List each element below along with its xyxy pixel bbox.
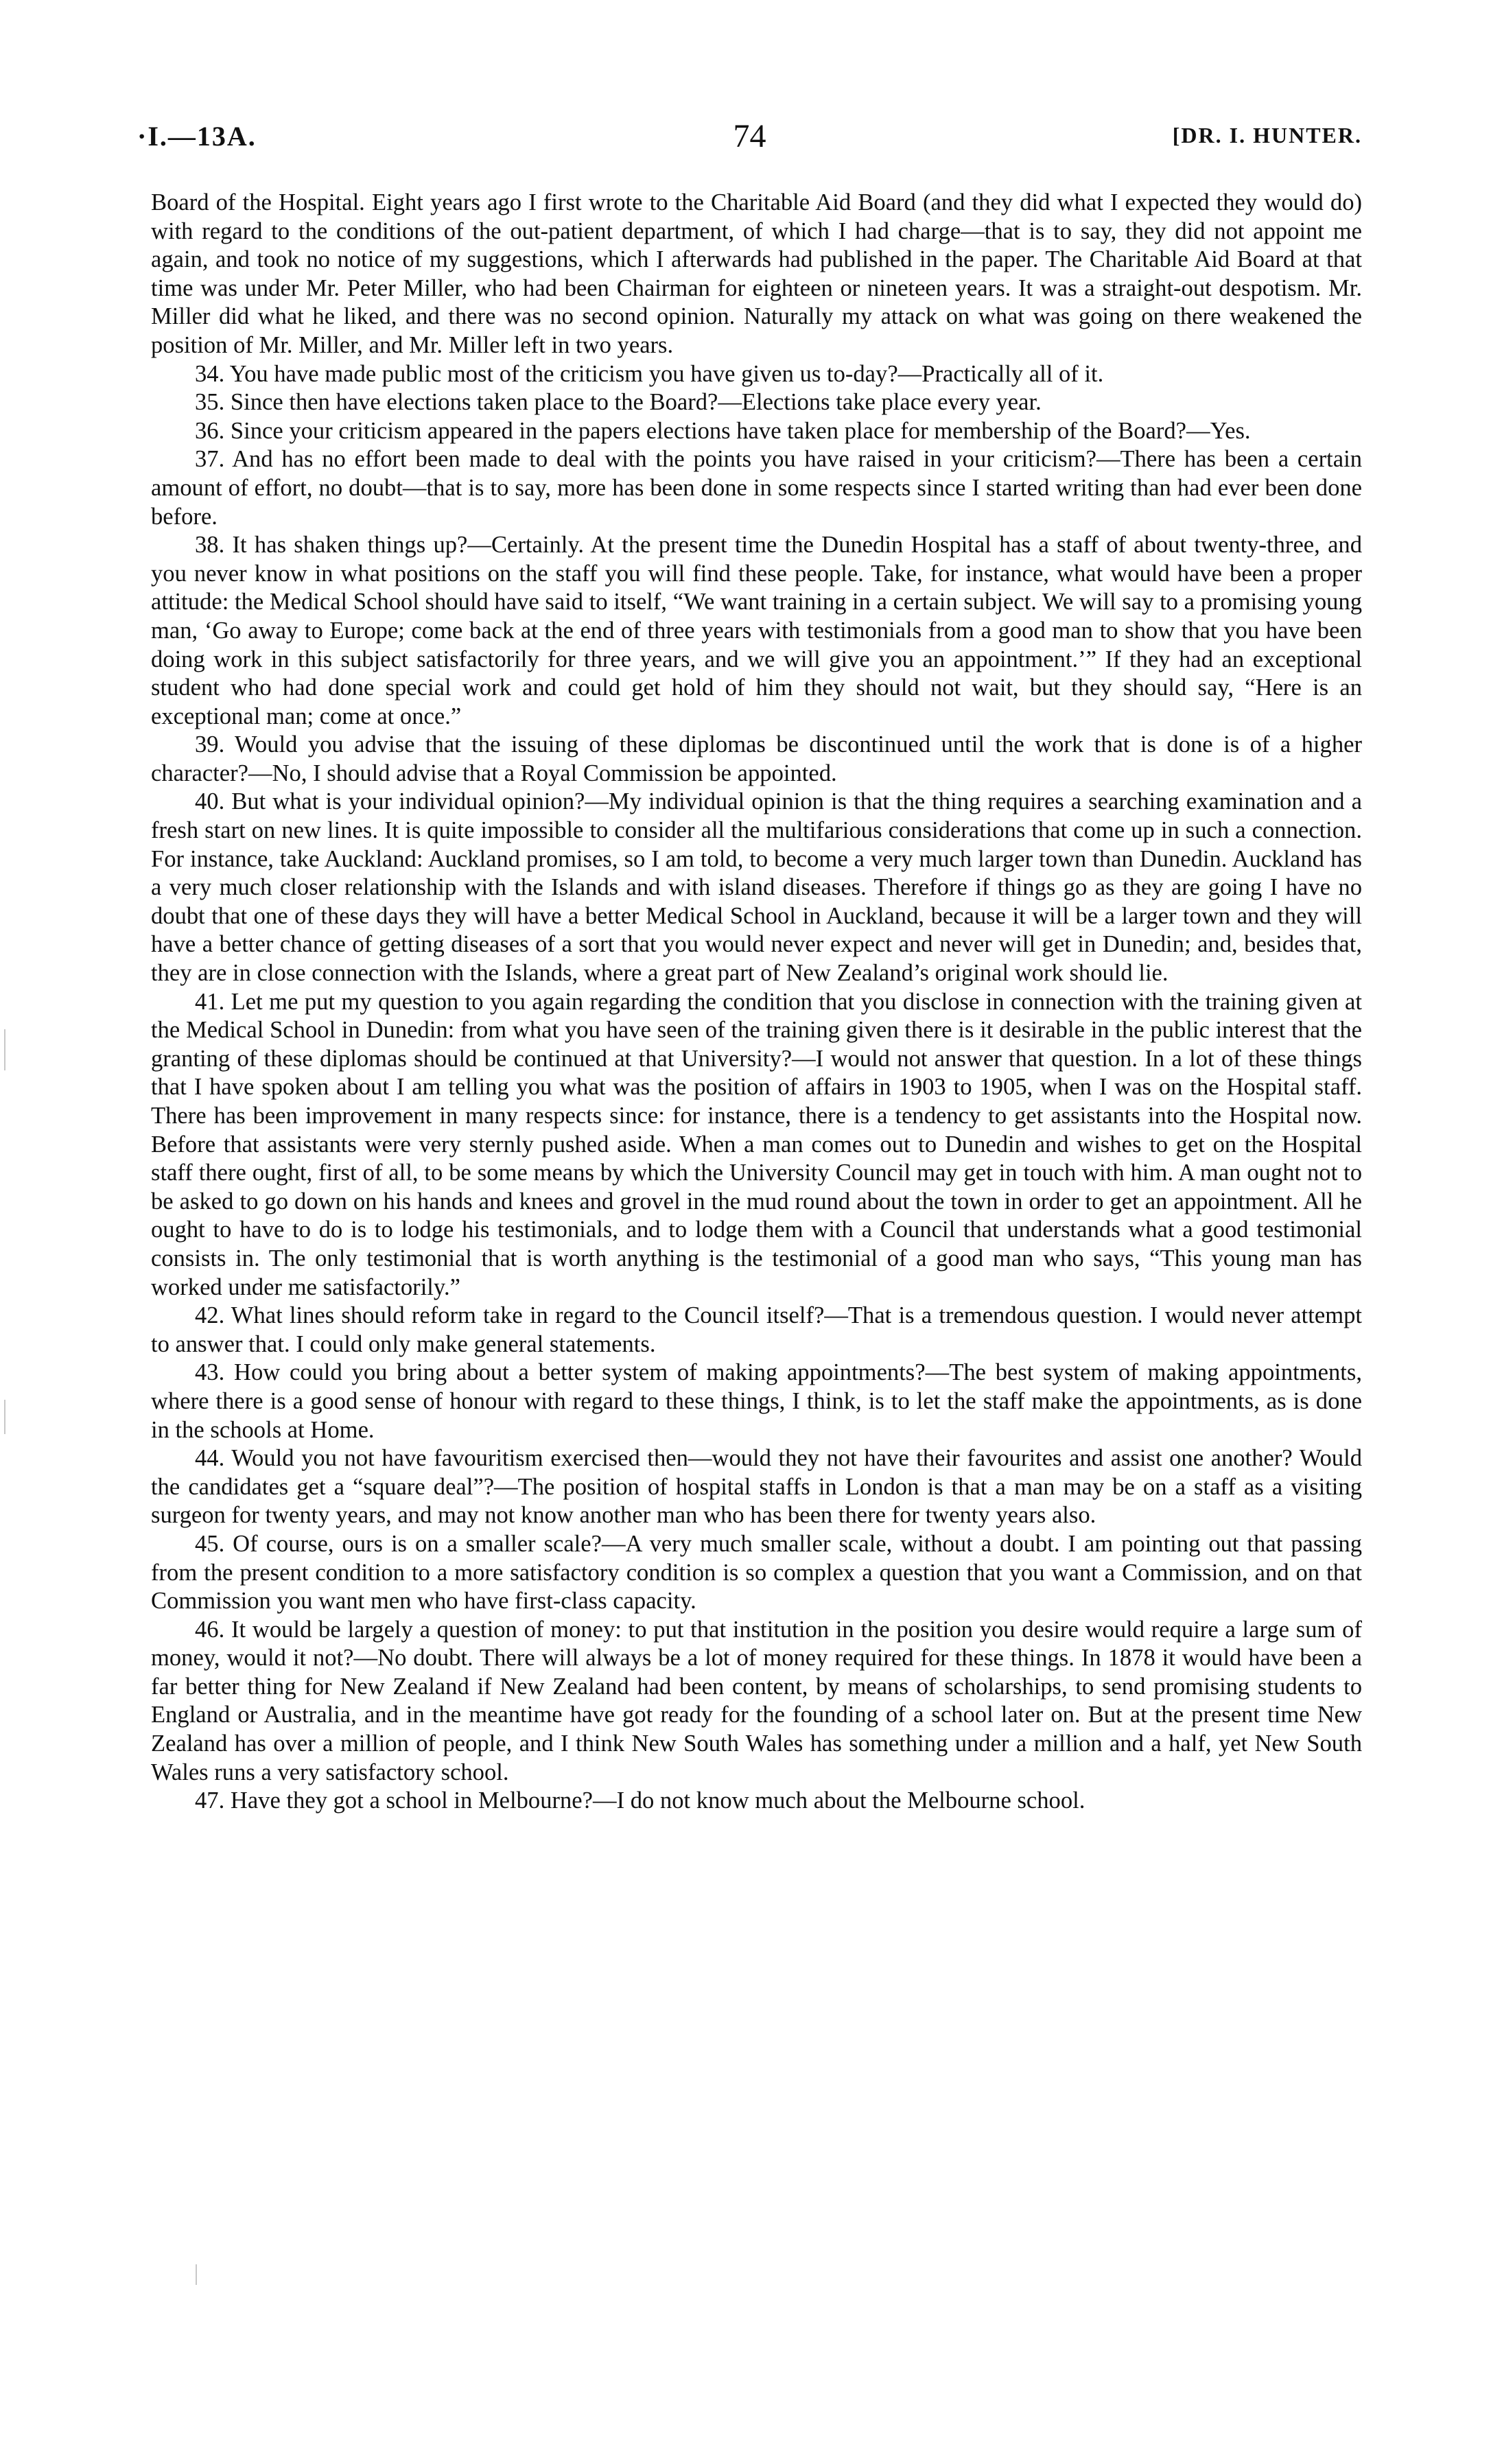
question-answer: 47. Have they got a school in Melbourne?—I do not know much about the Melbourne school. bbox=[195, 1787, 1085, 1814]
testimony-body bbox=[151, 189, 1362, 1816]
question-answer: 43. How could you bring about a better system of making appointments?—The best system of making appointments, where there is a good sense of honour with regard to these things, I think, is to let the staff make the appointments, as is done in the schools at Home. bbox=[151, 1359, 1362, 1443]
page-number: 74 bbox=[733, 118, 766, 154]
paper-reference: ·I.—13A. bbox=[137, 121, 257, 152]
question-answer: 45. Of course, ours is on a smaller scale?—A very much smaller scale, without a doubt. I am pointing out that passing from the present condition to a more satisfactory condition is so complex a question that you want a Commission, and on that Commission you want men who have first-class capacity. bbox=[151, 1530, 1362, 1615]
margin-mark bbox=[4, 1400, 5, 1434]
paragraph: Board of the Hospital. Eight years ago I first wrote to the Charitable Aid Board (and they did what I expected they would do) with regard to the conditions of the out-patient department, of which I had charge—that is to say, they did not appoint me again, and took no notice of my suggestions, which I afterwards had published in the paper. The Charitable Aid Board at that time was under Mr. Peter Miller, who had been Chairman for eighteen or nineteen years. It was a straight-out despotism. Mr. Miller did what he liked, and there was no second opinion. Naturally my attack on what was going on there weakened the position of Mr. Miller, and Mr. Miller left in two years. bbox=[151, 189, 1362, 358]
question-answer: 44. Would you not have favouritism exercised then—would they not have their favourites and assist one another? Would the candidates get a “square deal”?—The position of hospital staffs in London is that a man may be on a staff as a visiting surgeon for twenty years, and may not know another man who has been there for twenty years also. bbox=[151, 1445, 1362, 1529]
question-answer: 35. Since then have elections taken place to the Board?—Elections take place every year. bbox=[195, 389, 1042, 416]
question-answer: 37. And has no effort been made to deal with the points you have raised in your criticism?—There has been a certain amount of effort, no doubt—that is to say, more has been done in some respects since I started writing than had ever been done before. bbox=[151, 446, 1362, 530]
question-answer: 39. Would you advise that the issuing of these diplomas be discontinued until the work that is done is of a higher character?—No, I should advise that a Royal Commission be appointed. bbox=[151, 731, 1362, 786]
margin-mark bbox=[196, 2264, 197, 2285]
question-answer: 46. It would be largely a question of money: to put that institution in the position you desire would require a large sum of money, would it not?—No doubt. There will always be a lot of money required for these things. In 1878 it would have been a far better thing for New Zealand if New Zealand had been content, by means of scholarships, to send promising students to England or Australia, and in the meantime have got ready for the founding of a school later on. But at the present time New Zealand has over a million of people, and I think New South Wales has something under a million and a half, yet New South Wales runs a very satisfactory school. bbox=[151, 1616, 1362, 1785]
question-answer: 42. What lines should reform take in regard to the Council itself?—That is a tremendous question. I would never attempt to answer that. I could only make general statements. bbox=[151, 1302, 1362, 1357]
question-answer: 34. You have made public most of the criticism you have given us to-day?—Practically all of it. bbox=[195, 360, 1104, 387]
question-answer: 38. It has shaken things up?—Certainly. At the present time the Dunedin Hospital has a staff of about twenty-three, and you never know in what positions on the staff you will find these people. Take, for instance, what would have been a proper attitude: the Medical School should have said to itself, “We want training in a certain subject. We will say to a promising young man, ‘Go away to Europe; come back at the end of three years with testimonials from a good man to show that you have been doing work in this subject satisfactorily for three years, and we will give you an appointment.’” If they had an exceptional student who had done special work and could get hold of him they should not wait, but they should say, “Here is an exceptional man; come at once.” bbox=[151, 532, 1362, 729]
question-answer: 36. Since your criticism appeared in the papers elections have taken place for membership of the Board?—Yes. bbox=[195, 417, 1251, 444]
witness-name: [DR. I. HUNTER. bbox=[1172, 123, 1362, 148]
question-answer: 41. Let me put my question to you again regarding the condition that you disclose in connection with the training given at the Medical School in Dunedin: from what you have seen of the training given there is it desirable in the public interest that the granting of these diplomas should be continued at that University?—I would not answer that question. In a lot of these things that I have spoken about I am telling you what was the position of affairs in 1903 to 1905, when I was on the Hospital staff. There has been improvement in many respects since: for instance, there is a tendency to get assistants into the Hospital now. Before that assistants were very sternly pushed aside. When a man comes out to Dunedin and wishes to get on the Hospital staff there ought, first of all, to be some means by which the University Council may get in touch with him. A man ought not to be asked to go down on his hands and knees and grovel in the mud round about the town in order to get an appointment. All he ought to have to do is to lodge his testimonials, and to lodge them with a Council that understands what a good testimonial consists in. The only testimonial that is worth anything is the testimonial of a good man who says, “This young man has worked under me satisfactorily.” bbox=[151, 988, 1362, 1300]
page-header bbox=[137, 120, 1362, 161]
question-answer: 40. But what is your individual opinion?—My individual opinion is that the thing requires a searching examination and a fresh start on new lines. It is quite impossible to consider all the multifarious considerations that come up in such a connection. For instance, take Auckland: Auckland promises, so I am told, to become a very much larger town than Dunedin. Auckland has a very much closer relationship with the Islands and with island diseases. Therefore if things go as they are going I have no doubt that one of these days they will have a better Medical School in Auckland, because it will be a larger town and they will have a better chance of getting diseases of a sort that you would never expect and never will get in Dunedin; and, besides that, they are in close connection with the Islands, where a great part of New Zealand’s original work should lie. bbox=[151, 788, 1362, 987]
margin-mark bbox=[4, 1029, 5, 1070]
